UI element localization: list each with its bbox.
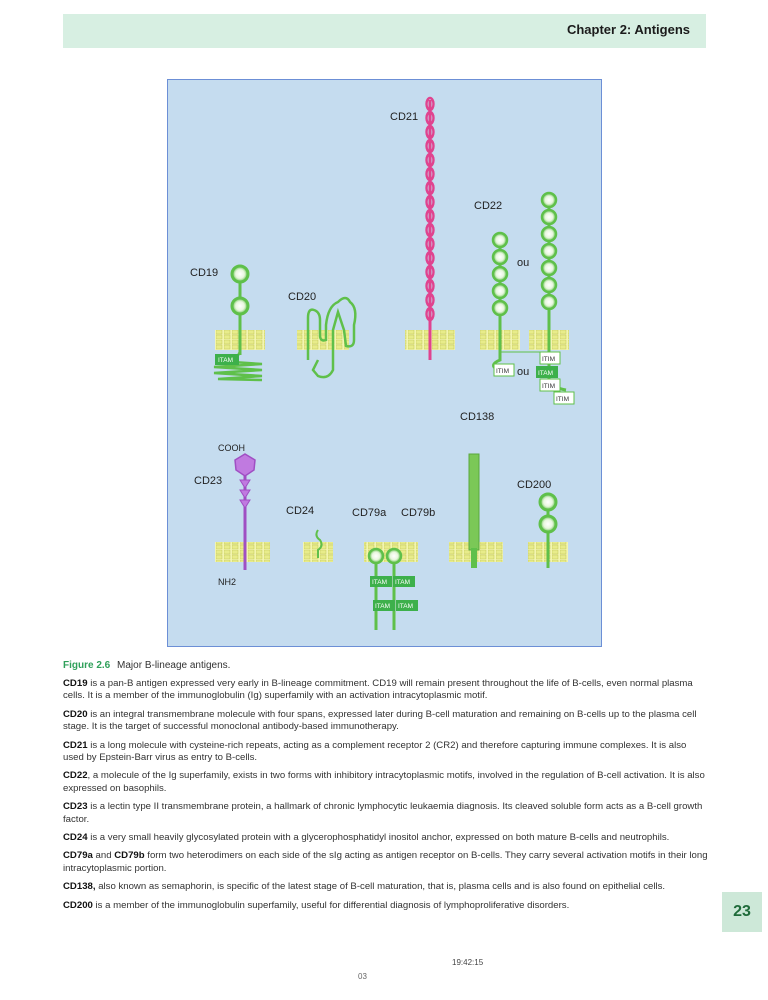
ou-label-mid: ou	[517, 366, 530, 378]
text-cd24: is a very small heavily glycosylated protein with a glycerophosphatidyl inositol anchor, expressed on both mature B-cells and neutrophils.	[87, 832, 670, 844]
figure-b-lineage-antigens	[167, 79, 602, 647]
itim-box-1: ITIM	[496, 368, 509, 375]
text-cd79: form two heterodimers on each side of the sIg acting as antigen receptor on B-cells. They carry several activation motifs in their long intracytoplasmic portion.	[63, 850, 708, 874]
term-cd21: CD21	[63, 739, 88, 751]
itam-box-cd79-3: ITAM	[375, 603, 391, 610]
paragraph-cd200	[63, 900, 709, 912]
cd200-label: CD200	[517, 479, 552, 491]
paragraph-cd21	[63, 740, 709, 765]
text-cd21: is a long molecule with cysteine-rich repeats, acting as a complement receptor 2 (CR2) and therefore capturing immune complexes. It is also used by Epstein-Barr virus as entry to B-cells.	[63, 739, 687, 764]
cd138-label: CD138	[460, 411, 495, 423]
cd19-label: CD19	[190, 267, 219, 279]
membrane-top-row	[215, 330, 569, 350]
paragraph-cd22	[63, 770, 709, 795]
term-cd19: CD19	[63, 678, 88, 689]
text-cd200: is a member of the immunoglobulin superfamily, useful for differential diagnosis of lymphoproliferative disorders.	[92, 899, 570, 911]
ou-label-top: ou	[517, 257, 530, 269]
paragraph-cd138	[63, 881, 709, 893]
itam-box-cd79-4: ITAM	[398, 603, 414, 610]
term-cd20: CD20	[63, 708, 88, 720]
cooh-label: COOH	[218, 443, 245, 453]
chapter-header-band	[63, 14, 706, 48]
paragraph-cd19	[63, 678, 709, 703]
term-cd23: CD23	[63, 801, 88, 813]
itam-box-cd79-2: ITAM	[395, 579, 411, 586]
paragraph-cd79	[63, 850, 709, 875]
cd20-label: CD20	[288, 291, 317, 303]
paragraph-cd24	[63, 832, 709, 844]
cd22-label: CD22	[474, 200, 503, 212]
cd79b-label: CD79b	[401, 507, 436, 519]
cd21-label: CD21	[390, 111, 419, 123]
joiner-cd79: and	[92, 850, 115, 862]
text-cd22: , a molecule of the Ig superfamily, exists in two forms with inhibitory intracytoplasmic motifs, involved in the regulation of B-cell activation. It is also expressed on basophils.	[63, 770, 705, 794]
folio-number: 03	[358, 972, 367, 981]
text-cd23: is a lectin type II transmembrane protein, a hallmark of chronic lymphocytic leukaemia diagnosis. Its cleaved soluble form acts as a B-cell growth factor.	[63, 801, 703, 825]
chapter-title: Chapter 2: Antigens	[566, 22, 690, 37]
term-cd138: CD138,	[63, 881, 96, 893]
term-cd24: CD24	[63, 832, 88, 844]
cd19-molecule	[214, 266, 262, 380]
cd23-label: CD23	[194, 475, 223, 487]
itim-box-4: ITIM	[556, 396, 569, 403]
text-cd138: also known as semaphorin, is specific of the latest stage of B-cell maturation, that is, plasma cells and is also found on epithelial cells.	[95, 881, 666, 893]
cd24-label: CD24	[286, 505, 315, 517]
term-cd79b: CD79b	[114, 850, 145, 862]
paragraph-cd20	[63, 709, 709, 734]
antigen-descriptions	[63, 678, 709, 918]
term-cd200: CD200	[63, 899, 93, 911]
term-cd22: CD22	[63, 770, 88, 782]
page-number-badge: 23	[722, 892, 762, 932]
itim-box-2: ITIM	[542, 356, 555, 363]
figure-caption-text: Major B-lineage antigens.	[117, 660, 231, 671]
text-cd19: is a pan-B antigen expressed very early in B-lineage commitment. CD19 will remain present throughout the life of B-cells, even normal plasma cells. It is a member of the immunoglobulin (Ig) superfamily with an activation intracytoplasmic motif.	[63, 678, 693, 702]
term-cd79a: CD79a	[63, 850, 93, 862]
paragraph-cd23	[63, 801, 709, 826]
print-timestamp: 19:42:15	[452, 958, 484, 967]
itim-box-3: ITIM	[542, 383, 555, 390]
itam-box-cd19: ITAM	[218, 357, 234, 364]
antigen-diagram	[168, 80, 603, 648]
figure-caption	[63, 660, 230, 671]
cd22-motifs	[494, 352, 574, 404]
itam-box-cd22: ITAM	[538, 370, 554, 377]
cd79a-label: CD79a	[352, 507, 387, 519]
itam-box-cd79-1: ITAM	[372, 579, 388, 586]
figure-caption-label: Figure 2.6	[63, 660, 111, 671]
nh2-label: NH2	[218, 577, 237, 587]
text-cd20: is an integral transmembrane molecule with four spans, expressed later during B-cell maturation and remaining on B-cells up to the plasma cell stage. It is the target of successful monoclonal antibody-based immunotherapy.	[63, 708, 697, 733]
cd21-molecule	[427, 98, 434, 360]
